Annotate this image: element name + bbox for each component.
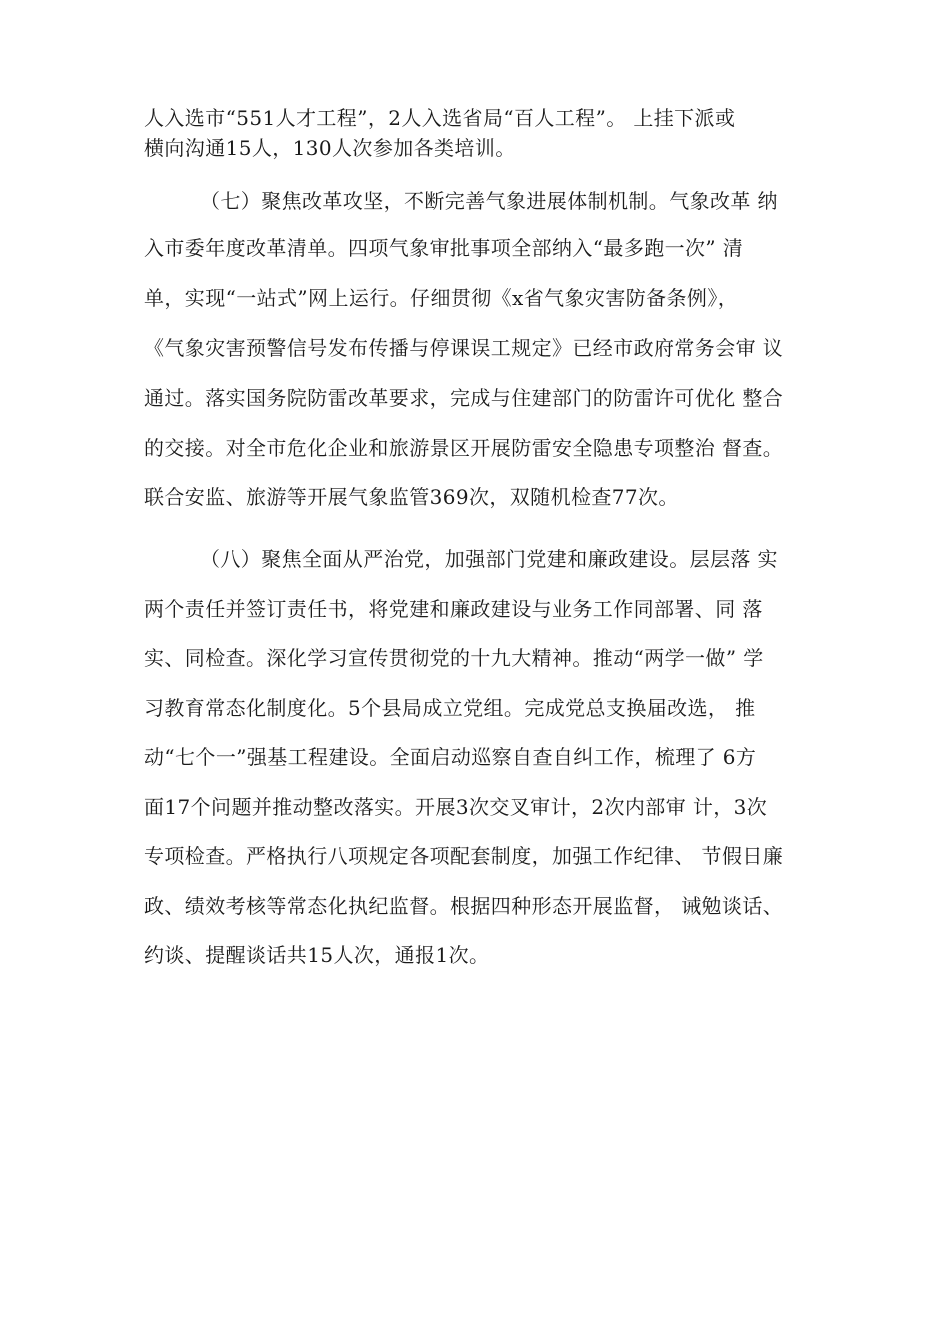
section-8-line: 面17个问题并推动整改落实。开展3次交叉审计，2次内部审 计，3次 bbox=[144, 795, 768, 819]
section-8-line: 专项检查。严格执行八项规定各项配套制度，加强工作纪律、 节假日廉 bbox=[144, 844, 784, 868]
paragraph-line: 横向沟通15人，130人次参加各类培训。 bbox=[144, 136, 516, 160]
section-8-line: 政、绩效考核等常态化执纪监督。根据四种形态开展监督， 诫勉谈话、 bbox=[144, 894, 784, 918]
section-7-line: 的交接。对全市危化企业和旅游景区开展防雷安全隐患专项整治 督查。 bbox=[144, 436, 784, 460]
section-7-line: 联合安监、旅游等开展气象监管369次，双随机检查77次。 bbox=[144, 485, 679, 509]
section-8-line: 动“七个一”强基工程建设。全面启动巡察自查自纠工作，梳理了 6方 bbox=[144, 745, 757, 769]
section-8-line: 实、同检查。深化学习宣传贯彻党的十九大精神。推动“两学一做” 学 bbox=[144, 646, 764, 670]
section-7-line: 单，实现“一站式”网上运行。仔细贯彻《x省气象灾害防备条例》， bbox=[144, 286, 739, 310]
section-8-line: 约谈、提醒谈话共15人次，通报1次。 bbox=[144, 943, 490, 967]
section-7-heading-line: （七）聚焦改革攻坚，不断完善气象进展体制机制。气象改革 纳 bbox=[200, 189, 778, 213]
section-7-line: 《气象灾害预警信号发布传播与停课误工规定》已经市政府常务会审 议 bbox=[144, 336, 784, 360]
section-7-line: 入市委年度改革清单。四项气象审批事项全部纳入“最多跑一次” 清 bbox=[144, 236, 744, 260]
section-8-line: 两个责任并签订责任书，将党建和廉政建设与业务工作同部署、同 落 bbox=[144, 597, 763, 621]
section-8-line: 习教育常态化制度化。5个县局成立党组。完成党总支换届改选， 推 bbox=[144, 696, 756, 720]
paragraph-line: 人入选市“551人才工程”，2人入选省局“百人工程”。 上挂下派或 bbox=[144, 106, 736, 130]
section-8-heading-line: （八）聚焦全面从严治党，加强部门党建和廉政建设。层层落 实 bbox=[200, 547, 778, 571]
section-7-line: 通过。落实国务院防雷改革要求，完成与住建部门的防雷许可优化 整合 bbox=[144, 386, 784, 410]
